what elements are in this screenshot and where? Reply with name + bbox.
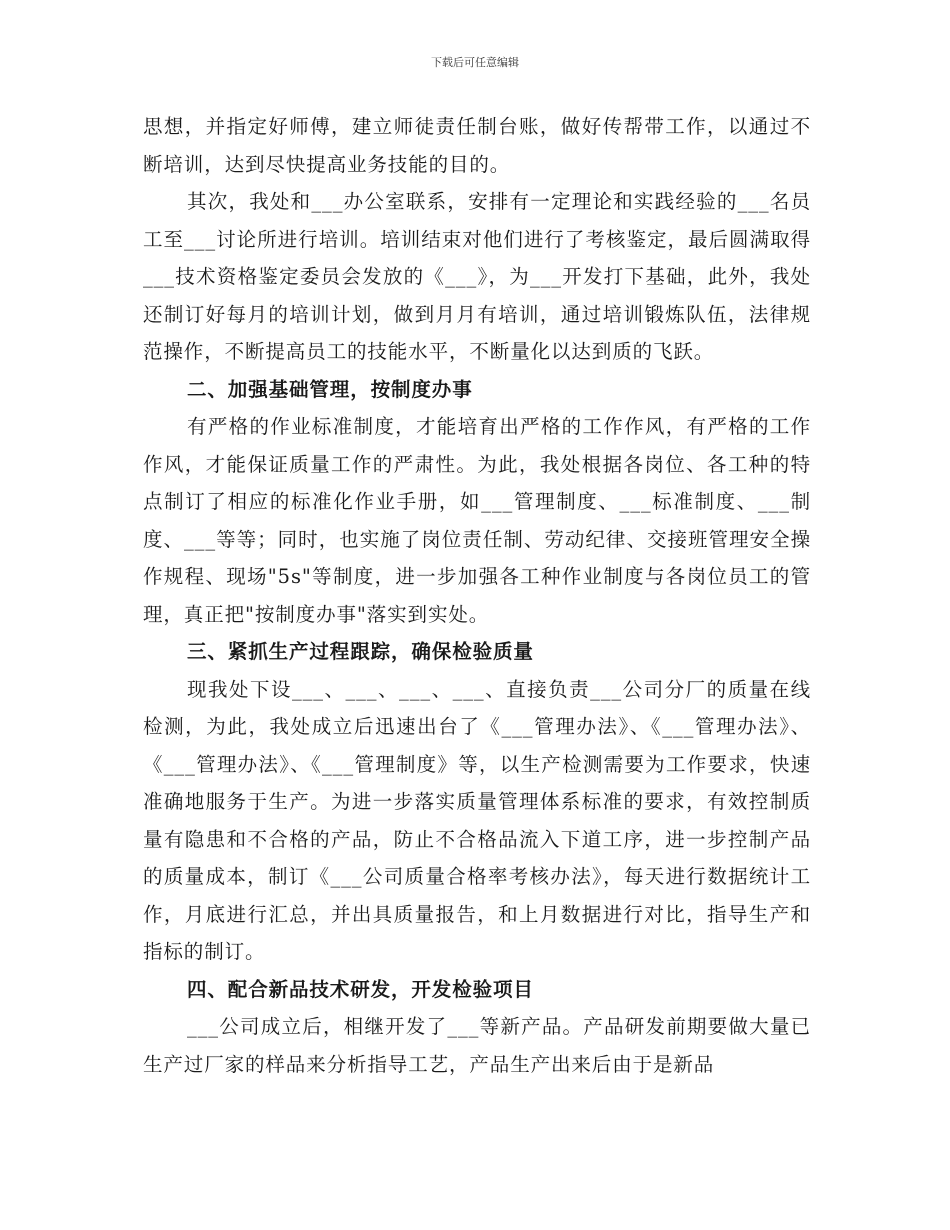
paragraph-5: ___公司成立后，相继开发了___等新产品。产品研发前期要做大量已生产过厂家的样品来分析指导工艺，产品生产出来后由于是新品 <box>143 1015 811 1076</box>
paragraph-1: 思想，并指定好师傅，建立师徒责任制台账，做好传帮带工作，以通过不断培训，达到尽快提高业务技能的目的。 <box>143 115 811 176</box>
paragraph-2: 其次，我处和___办公室联系，安排有一定理论和实践经验的___名员工至___讨论所进行培训。培训结束对他们进行了考核鉴定，最后圆满取得___技术资格鉴定委员会发放的《___》，为___开发打下基础，此外，我处还制订好每月的培训计划，做到月月有培训，通过培训锻炼队伍，法律规范操作，不断提高员工的技能水平，不断量化以达到质的飞跃。 <box>143 190 811 363</box>
page-header-note: 下载后可任意编辑 <box>431 56 519 69</box>
document-body <box>143 108 811 1083</box>
paragraph-4: 现我处下设___、___、___、___、直接负责___公司分厂的质量在线检测，为此，我处成立后迅速出台了《___管理办法》、《___管理办法》、《___管理办法》、《___管理制度》等，以生产检测需要为工作要求，快速准确地服务于生产。为进一步落实质量管理体系标准的要求，有效控制质量有隐患和不合格的产品，防止不合格品流入下道工序，进一步控制产品的质量成本，制订《___公司质量合格率考核办法》，每天进行数据统计工作，月底进行汇总，并出具质量报告，和上月数据进行对比，指导生产和指标的制订。 <box>143 677 811 963</box>
paragraph-3: 有严格的作业标准制度，才能培育出严格的工作作风，有严格的工作作风，才能保证质量工作的严肃性。为此，我处根据各岗位、各工种的特点制订了相应的标准化作业手册，如___管理制度、___标准制度、___制度、___等等；同时，也实施了岗位责任制、劳动纪律、交接班管理安全操作规程、现场"5s"等制度，进一步加强各工种作业制度与各岗位员工的管理，真正把"按制度办事"落实到实处。 <box>143 415 811 626</box>
section-heading-2: 二、加强基础管理，按制度办事 <box>187 377 473 401</box>
section-heading-4: 四、配合新品技术研发，开发检验项目 <box>187 977 534 1001</box>
section-heading-3: 三、紧抓生产过程跟踪，确保检验质量 <box>187 640 534 663</box>
